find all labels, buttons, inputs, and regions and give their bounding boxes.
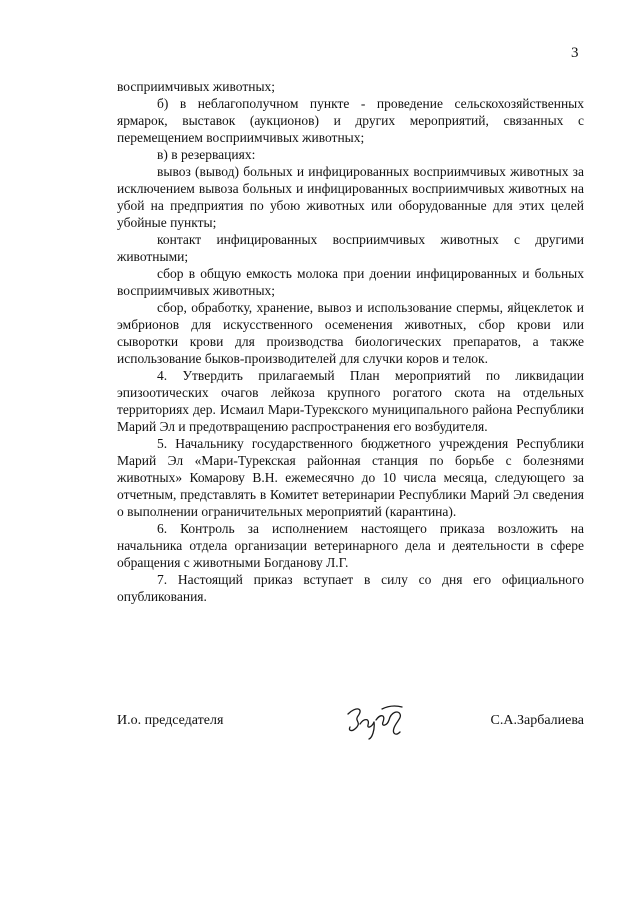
paragraph: 4. Утвердить прилагаемый План мероприятий по ликвидации эпизоотических очагов лейкоза крупного рогатого скота на отдельных территориях дер. Исмаил Мари-Турекского муниципального района Республики Марий Эл и предотвращению распространения его возбудителя.: [117, 368, 584, 434]
paragraph: сбор в общую емкость молока при доении инфицированных и больных восприимчивых животных;: [117, 266, 584, 298]
handwritten-signature: [342, 700, 412, 740]
paragraph: 6. Контроль за исполнением настоящего приказа возложить на начальника отдела организации ветеринарного дела и деятельности в сфере обращения с животными Богданову Л.Г.: [117, 521, 584, 570]
document-body: [117, 78, 584, 605]
paragraph: вывоз (вывод) больных и инфицированных восприимчивых животных за исключением вывоза больных и инфицированных восприимчивых животных на убой на предприятия по убою животных или оборудованные для этих целей убойные пункты;: [117, 164, 584, 230]
paragraph: восприимчивых животных;: [117, 79, 276, 94]
paragraph: б) в неблагополучном пункте - проведение сельскохозяйственных ярмарок, выставок (аукционов) и других мероприятий, связанных с перемещением восприимчивых животных;: [117, 96, 584, 145]
paragraph: 5. Начальнику государственного бюджетного учреждения Республики Марий Эл «Мари-Турекская районная станция по борьбе с болезнями животных» Комарову В.Н. ежемесячно до 10 числа месяца, следующего за отчетным, представлять в Комитет ветеринарии Республики Марий Эл сведения о выполнении ограничительных мероприятий (карантина).: [117, 436, 584, 519]
paragraph: 7. Настоящий приказ вступает в силу со дня его официального опубликования.: [117, 572, 584, 604]
paragraph: в) в резервациях:: [157, 147, 256, 162]
signatory-title: И.о. председателя: [117, 713, 224, 728]
signatory-name: С.А.Зарбалиева: [490, 713, 584, 728]
paragraph: контакт инфицированных восприимчивых животных с другими животными;: [117, 232, 584, 264]
page-number: 3: [571, 45, 579, 61]
paragraph: сбор, обработку, хранение, вывоз и использование спермы, яйцеклеток и эмбрионов для искусственного осеменения животных, сбор крови или сыворотки крови для производства биологических препаратов, а также использование быков-производителей для случки коров и телок.: [117, 300, 584, 366]
signature-block: [117, 700, 584, 744]
